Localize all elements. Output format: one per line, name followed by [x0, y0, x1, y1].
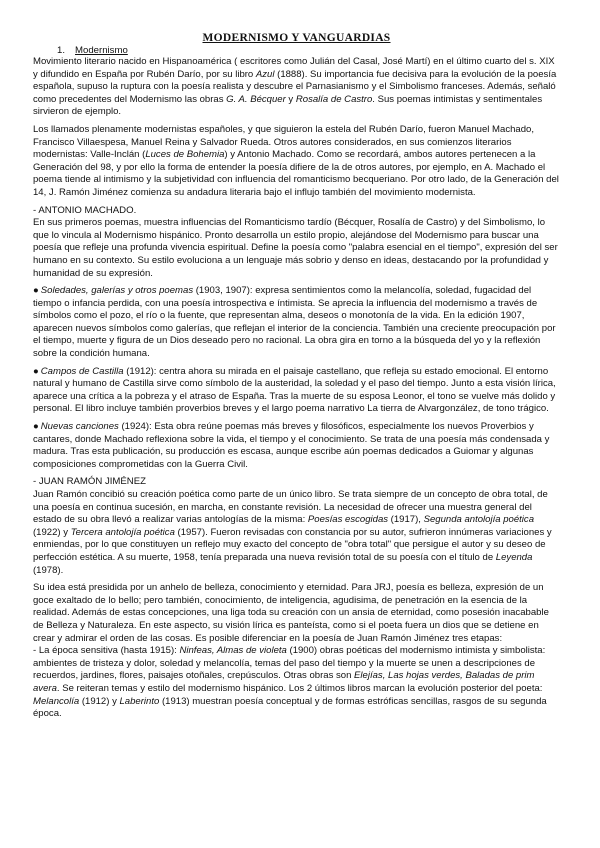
book-title: Segunda antolojía poética	[423, 514, 535, 526]
machado-paragraph: En sus primeros poemas, muestra influencias del Romanticismo tardío (Bécquer, Rosalía de Castro) y del Simbolismo, lo que lo vincula al Modernismo hispánico. Pronto desarrolla un estilo propio, alejándose del Modernismo para buscar una poesía que refleje una profunda vivencia espiritual. Define la poesía como "palabra esencial en el tiempo", expresión del ser humano en su contexto. Su estilo evoluciona a un lenguaje más sobrio y denso en ideas, destacando por la profundidad y humanidad de su expresión.	[33, 217, 558, 279]
machado-heading: - ANTONIO MACHADO.	[33, 204, 137, 216]
text: . Sus poemas intimistas y sentimentales sirvieron de ejemplo.	[33, 93, 543, 118]
author-name: G. A. Bécquer	[226, 93, 286, 105]
text: . Se reiteran temas y estilo del modernismo hispánico. Los 2 últimos libros marcan la evolución posterior del poeta:	[56, 682, 543, 694]
text: (1922) y	[33, 526, 71, 538]
text: Movimiento literario nacido en Hispanoamérica ( escritores como Julián del Casal, José Martí) en el último cuarto del s. XIX y difundido en España por Rubén Darío, por su libro	[33, 56, 555, 80]
text: Juan Ramón concibió su creación poética como parte de un único libro. Se trata siempre de un concepto de obra total, de una poesía en continua sucesión, en marcha, en constante revisión. La necesidad de ofrecer una muestra general del estado de su obra llevó a realizar varias antologías de la misma:	[33, 489, 548, 526]
text: (1917),	[388, 514, 424, 526]
bullet-icon: ●	[33, 285, 39, 297]
text: (1912): centra ahora su mirada en el paisaje castellano, que refleja su estado emocional. El entorno natural y humano de Castilla sirve como símbolo de la austeridad, la soledad y el paso del tiempo. Junto a esta visión lírica, aparece una crítica a la pobreza y el atraso de España. Tras la muerte de su esposa Leonor, el tono se vuelve más dolido y personal. El libro incluye también proverbios breves y el largo poema narrativo La tierra de Alvargonzález, de tono trágico.	[33, 365, 556, 415]
machado-bullet-campos	[33, 366, 560, 416]
intro-paragraph	[33, 56, 560, 119]
machado-bullet-canciones	[33, 421, 560, 471]
section-number: 1.	[57, 45, 66, 56]
text: Su idea está presidida por un anhelo de belleza, conocimiento y eternidad. Para JRJ, poesía es belleza, expresión de un goce exaltado de lo bello; pero también, conocimiento, de inteligencia, agudisima, de penetración en la esencia de la realidad. Además de estas concepciones, una liga toda su creación con un ansia de eternidad, como posesión inacabable de Belleza y Naturaleza. En este aspecto, su visión lírica es panteísta, como si el poeta fuera un dios que se detiene en crear y admirar el orden de las cosas. Es posible diferenciar en la poesía de Juan Ramón Jiménez tres etapas:	[33, 582, 549, 644]
machado-bullet-soledades	[33, 285, 560, 361]
bullet-icon: ●	[33, 421, 39, 433]
text: - La época sensitiva (hasta 1915):	[33, 645, 180, 657]
text: (1913) muestran poesía conceptual y de formas estróficas sencillas, rasgos de su segunda época.	[33, 695, 547, 720]
book-title: Melancolía	[33, 695, 80, 707]
text: (1978).	[33, 564, 64, 576]
author-name: Rosalía de Castro	[295, 93, 373, 105]
section-heading	[57, 45, 560, 56]
book-title: Campos de Castilla	[40, 365, 124, 377]
page-title: MODERNISMO Y VANGUARDIAS	[202, 32, 391, 44]
jrj-paragraph-2	[33, 582, 560, 721]
book-title: Ninfeas, Almas de violeta	[179, 645, 287, 657]
text: (1924): Esta obra reúne poemas más breves y filosóficos, especialmente los nuevos Proverbios y cantares, donde Machado reflexiona sobre la vida, el tiempo y el conocimiento. Se trata de una poesía más condensada y madura. Tras esta publicación, su producción es escasa, aunque escribe aún poemas dedicados a Guiomar y algunas composiciones comprometidas con la Guerra Civil.	[33, 421, 550, 470]
book-title: Poesías escogidas	[307, 514, 389, 526]
text: (1888). Su importancia fue decisiva para la evolución de la poesía española, supuso la ruptura con la poesía realista y descubre el Parnasianismo y el Simbolismo franceses. Además, señaló como precedentes del Modernismo las obras	[33, 68, 557, 105]
jrj-paragraph-1	[33, 489, 560, 577]
text: ) y Antonio Machado. Como se recordará, ambos autores pertenecen a la Generación del 98, y por ello la forma de entender la poesía difiere de la de otros autores, por ejemplo, en A. Machado el poema tiende al intimismo y la subjetividad con influencia del romanticismo becqueriano. Por otro lado, de la Generación del 14, J. Ramón Jiménez comienza su andadura literaria bajo el influjo también del movimiento modernista.	[33, 149, 559, 198]
section-label: Modernismo	[75, 45, 128, 56]
bullet-icon: ●	[33, 365, 39, 377]
book-title: Luces de Bohemia	[145, 149, 225, 161]
book-title: Elejías, Las hojas verdes, Baladas de prim avera	[33, 670, 535, 694]
text: (1957). Fueron revisadas con constancia por su autor, sufrieron innúmeras variaciones y enmiendas, por lo que constituyen un reflejo muy exacto del concepto de "obra total" que persigue el autor y su deseo de perfección estética. A su muerte, 1958, tenía preparada una nueva revisión total de su poesía con el título de	[33, 526, 552, 563]
book-title: Soledades, galerías y otros poemas	[40, 285, 194, 297]
text: Los llamados plenamente modernistas españoles, y que siguieron la estela del Rubén Darío, fueron Manuel Machado, Francisco Villaespesa, Manuel Reina y Salvador Rueda. Otros autores considerados, en sus comienzos literarios modernistas: Valle-Inclán (	[33, 123, 534, 161]
text: (1912) y	[79, 695, 120, 707]
book-title: Laberinto	[119, 695, 160, 707]
book-title: Tercera antolojía poética	[70, 526, 175, 538]
book-title: Azul	[255, 68, 275, 80]
book-title: Nuevas canciones	[40, 421, 119, 433]
text: (1903, 1907): expresa sentimientos como la melancolía, soledad, fugacidad del tiempo o infancia perdida, con una poesía introspectiva e íntimista. Se aprecia la influencia del modernismo a través de símbolos como el pozo, el río o la fuente, que representan alma, deseos o monotonía de la vida. En la edición 1907, aparecen nuevos símbolos como galerías, que reflejan el interior de la conciencia. También una creciente preocupación por el tiempo, muerte y figura de un Dios deseado pero no racional. La obra gira en torno a la búsqueda del yo y la reflexión sobre la condición humana.	[33, 285, 556, 360]
book-title: Leyenda	[495, 551, 533, 563]
text: (1900) obras poéticas del modernismo intimista y simbolista: ambientes de tristeza y dolor, soledad y melancolía, temas del paso del tiempo y la muerte se unen a descripciones de recuerdos, jardines, flores, paisajes otoñales, crepúsculos. Otras obras son	[33, 645, 546, 682]
authors-paragraph	[33, 124, 560, 200]
text: y	[285, 93, 296, 105]
jrj-heading: - JUAN RAMÓN JIMÉNEZ	[33, 476, 146, 488]
